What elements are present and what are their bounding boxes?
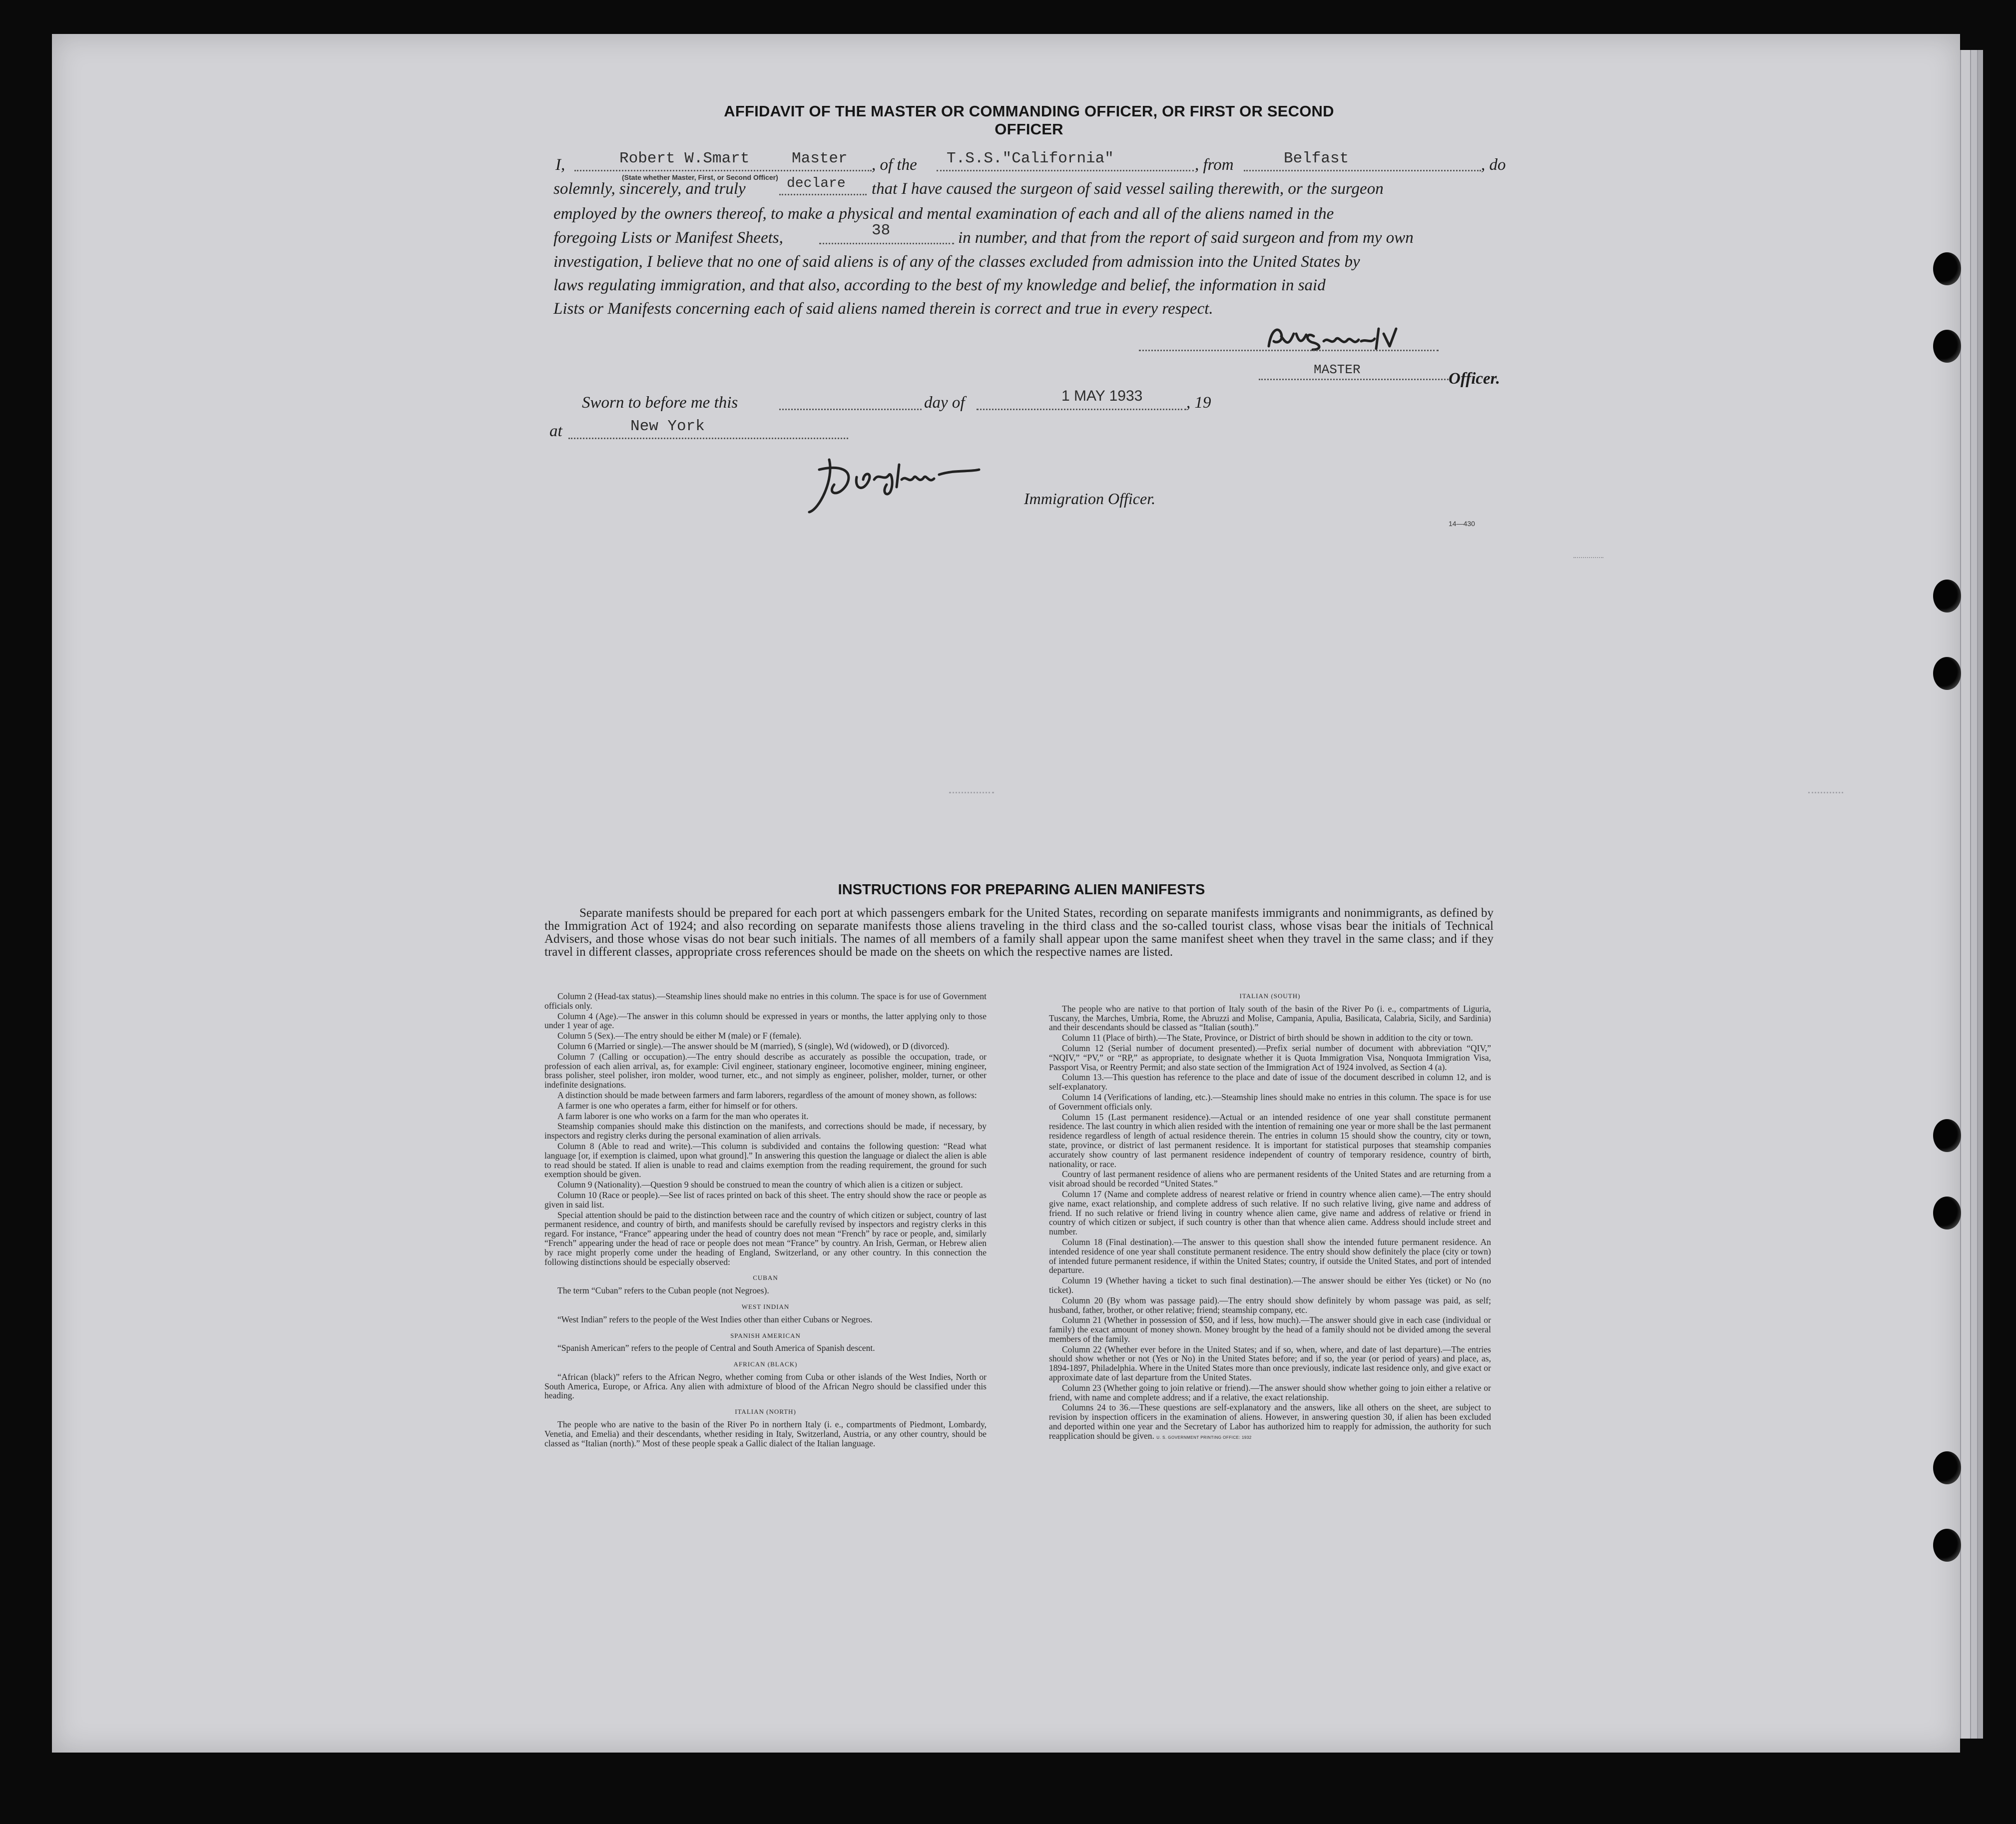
west-indian-text: “West Indian” refers to the people of the West Indies other than either Cubans or Negroes. [557, 1314, 873, 1324]
binder-hole [1933, 580, 1961, 612]
rank-line [1259, 379, 1449, 380]
instructions-intro: Separate manifests should be prepared for each port at which passengers embark for the United States, recording on separate manifests immigrants and nonimmigrants, as defined by the Immigration Act of 1924; and also recording on separate manifests those aliens traveling in the third class and the so-called tourist class, whose visas bear the initials of Technical Advisers, and those whose visas do not bear such initials. The names of all members of a family shall appear upon the same manifest sheet when they travel in the same class; and if they travel in different classes, appropriate cross references should be made on the sheets on which the respective names are listed. [544, 906, 1494, 959]
vessel-name: T.S.S."California" [947, 150, 1114, 167]
at-label: at [549, 422, 562, 440]
column-22-text: Column 22 (Whether ever before in the United States; and if so, when, where, and date of last departure).—The entries should show whether or not (Yes or No) in the United States before; and if so, the year (or period of years) and place, as, 1894-1897, Philadelphia. Where in the United States more than once previously, indicate last residence only, and give exact or approximate date of last departure from the United States. [1049, 1344, 1491, 1383]
column-14-text: Column 14 (Verifications of landing, etc.).—Steamship lines should make no entries in this column. The space is for use of Government officials only. [1049, 1092, 1491, 1112]
heading-italian-south: ITALIAN (SOUTH) [1239, 992, 1301, 1000]
column-7-corrections: Steamship companies should make this distinction on the manifests, and corrections should be made, if necessary, by inspectors and registry clerks during the personal examination of alien arrivals. [544, 1121, 987, 1141]
affidavit-line-4b: in number, and that from the report of said surgeon and from my own [958, 229, 1414, 247]
affidavit-line-6: laws regulating immigration, and that also, according to the best of my knowledge and belief, the information in said [553, 276, 1326, 294]
spanish-american-text: “Spanish American” refers to the people of Central and South America of Spanish descent. [557, 1343, 875, 1353]
column-8-text: Column 8 (Able to read and write).—This column is subdivided and contains the following question: “Read what language [or, if exemption is claimed, upon what ground].” In answering this question the language or dialect the alien is able to read should be stated. If alien is unable to read and claims exemption from the reading requirement, the ground for such exemption should be given. [544, 1141, 987, 1180]
instructions-title: INSTRUCTIONS FOR PREPARING ALIEN MANIFESTS [838, 882, 1205, 898]
page-edge [1977, 50, 1983, 1739]
binder-hole [1933, 1197, 1961, 1229]
binder-hole [1933, 1451, 1961, 1484]
column-9-text: Column 9 (Nationality).—Question 9 should be construed to mean the country of which alien is a citizen or subject. [557, 1180, 963, 1190]
faint-stamp-mark [1573, 557, 1603, 565]
column-11-text: Column 11 (Place of birth).—The State, Province, or District of birth should be shown in addition to the city or town. [1062, 1033, 1473, 1043]
column-15-text: Column 15 (Last permanent residence).—Actual or an intended residence of one year shall constitute permanent residence. The last country in which alien resided with the intention of remaining one year or more shall be the last permanent residence regardless of length of actual residence therein. The entries in column 15 should show the country, city or town, state, province, or district of last permanent residence. It is important for statistical purposes that steamship companies accurately show country of last permanent residence independent of country of temporary residence, country of birth, nationality, or race. [1049, 1112, 1491, 1169]
heading-west-indian: WEST INDIAN [741, 1302, 790, 1310]
binder-hole [1933, 1529, 1961, 1562]
column-7-distinction: A distinction should be made between farmers and farm laborers, regardless of the amount of money shown, as follows: [557, 1090, 977, 1100]
sworn-text: Sworn to before me this [582, 394, 738, 412]
sheets-line [819, 243, 954, 244]
port-name: Belfast [1284, 150, 1349, 167]
binder-hole [1933, 252, 1961, 285]
columns-24-36-body: Columns 24 to 36.—These questions are self-explanatory and the answers, like all others on the sheet, are subject to revision by inspection officers in the examination of aliens. However, in answering question 30, if alien has been excluded and deported within one year and the Secretary of Labor has authorized him to reapply for admission, the authority for such reapplication should be given. [1049, 1402, 1491, 1441]
heading-african: AFRICAN (BLACK) [733, 1360, 798, 1368]
port-line [1244, 170, 1481, 171]
faint-stamp-mark [1808, 792, 1843, 800]
cuban-text: The term “Cuban” refers to the Cuban people (not Negroes). [557, 1285, 769, 1296]
heading-spanish-american: SPANISH AMERICAN [730, 1331, 801, 1339]
affidavit-line-2b: that I have caused the surgeon of said vessel sailing therewith, or the surgeon [872, 180, 1384, 198]
master-signature [1259, 319, 1469, 359]
affidavit-line-2: solemnly, sincerely, and truly [553, 180, 746, 198]
faint-stamp-mark [949, 792, 994, 800]
signature-rank: MASTER [1314, 362, 1361, 377]
columns-24-36-text [1049, 1403, 1491, 1442]
affidavit-from: , from [1195, 156, 1234, 174]
page-edge [1960, 50, 1971, 1739]
printing-office-note: U. S. GOVERNMENT PRINTING OFFICE: 1932 [1156, 1435, 1252, 1440]
place-name: New York [630, 418, 705, 435]
day-of: day of [924, 394, 965, 412]
column-10-text: Column 10 (Race or people).—See list of races printed on back of this sheet. The entry should show the race or people as given in said list. [544, 1190, 987, 1210]
heading-cuban: CUBAN [753, 1274, 778, 1282]
column-13-text: Column 13.—This question has reference to the place and date of issue of the document described in column 12, and is self-explanatory. [1049, 1072, 1491, 1092]
officer-rank: Master [792, 150, 848, 167]
affidavit-line-4a: foregoing Lists or Manifest Sheets, [553, 229, 783, 247]
year-prefix: , 19 [1186, 394, 1211, 412]
column-7-text: Column 7 (Calling or occupation).—The entry should describe as accurately as possible the occupation, trade, or profession of each alien arrival, as, for example: Civil engineer, stationary engineer, locomotive engineer, mining engineer, brass polisher, steel polisher, iron molder, wood turner, etc., and not simply as engineer, polisher, molder, turner, or other indefinite designations. [544, 1051, 987, 1090]
officer-name: Robert W.Smart [619, 150, 750, 167]
declare-word: declare [787, 176, 846, 191]
column-20-text: Column 20 (By whom was passage paid).—The entry should show definitely by whom passage was paid, as self; husband, father, brother, or other relative; friend; steamship company, etc. [1049, 1295, 1491, 1315]
affidavit-title: AFFIDAVIT OF THE MASTER OR COMMANDING OFFICER, OR FIRST OR SECOND OFFICER [724, 102, 1334, 138]
instructions-left-column [544, 992, 987, 1449]
date-line [977, 409, 1186, 410]
column-5-text: Column 5 (Sex).—The entry should be either M (male) or F (female). [557, 1031, 802, 1041]
column-19-text: Column 19 (Whether having a ticket to such final destination).—The answer should be either Yes (ticket) or No (no ticket). [1049, 1275, 1491, 1295]
farmer-definition: A farmer is one who operates a farm, either for himself or for others. [557, 1100, 798, 1111]
binder-hole [1933, 1119, 1961, 1152]
column-23-text: Column 23 (Whether going to join relative or friend).—The answer should show whether going to join either a relative or friend, with name and complete address; and if a relative, the exact relationship. [1049, 1382, 1491, 1402]
form-number: 14—430 [1449, 520, 1475, 528]
day-line [779, 409, 922, 410]
column-6-text: Column 6 (Married or single).—The answer should be M (married), S (single), Wd (widowed), or D (divorced). [557, 1041, 950, 1051]
binder-hole [1933, 330, 1961, 363]
column-2-text: Column 2 (Head-tax status).—Steamship lines should make no entries in this column. The space is for use of Government officials only. [544, 991, 987, 1011]
affidavit-line-3: employed by the owners thereof, to make a physical and mental examination of each and all of the aliens named in the [553, 205, 1334, 223]
date-stamp: 1 MAY 1933 [1061, 388, 1143, 404]
affidavit-of-the: , of the [872, 156, 917, 174]
officer-label: Officer. [1449, 370, 1500, 388]
immigration-officer-label: Immigration Officer. [1024, 490, 1156, 508]
place-line [568, 438, 848, 439]
farm-laborer-definition: A farm laborer is one who works on a farm for the man who operates it. [557, 1111, 809, 1121]
heading-italian-north: ITALIAN (NORTH) [735, 1408, 796, 1416]
african-text: “African (black)” refers to the African Negro, whether coming from Cuba or other islands of the West Indies, North or South America, Europe, or Africa. Any alien with admixture of blood of the African Negro should be classified under this heading. [544, 1371, 987, 1401]
vessel-line [937, 170, 1194, 171]
affidavit-line-5: investigation, I believe that no one of said aliens is of any of the classes excluded from admission into the United States by [553, 253, 1360, 271]
instructions-right-column [1049, 992, 1491, 1444]
column-4-text: Column 4 (Age).—The answer in this column should be expressed in years or months, the latter applying only to those under 1 year of age. [544, 1011, 987, 1031]
name-line [574, 170, 872, 171]
immigration-officer-signature [799, 450, 1109, 520]
state-note: (State whether Master, First, or Second Officer) [622, 173, 778, 181]
column-21-text: Column 21 (Whether in possession of $50, and if less, how much).—The answer should give in each case (individual or family) the exact amount of money shown. Money brought by the head of a family should not be divided among the several members of the family. [1049, 1315, 1491, 1344]
column-15-note: Country of last permanent residence of aliens who are permanent residents of the United States and are returning from a visit abroad should be recorded “United States.” [1049, 1169, 1491, 1189]
column-17-text: Column 17 (Name and complete address of nearest relative or friend in country whence alien came).—The entry should give name, exact relationship, and complete address of such relative. If no such relative living, give name and address of friend. If no such relative or friend living in country whence alien came, give name and address of relative or friend in country of which citizen or subject, if such country is other than that whence alien came. Address should include street and number. [1049, 1189, 1491, 1237]
binder-hole [1933, 657, 1961, 690]
italian-north-text: The people who are native to the basin of the River Po in northern Italy (i. e., compartments of Piedmont, Lombardy, Venetia, and Emelia) and their descendants, whether residing in Italy, Switzerland, Austria, or any other country, should be classed as “Italian (north).” Most of these people speak a Gallic dialect of the Italian language. [544, 1419, 987, 1448]
affidavit-i: I, [555, 156, 565, 174]
declare-line [779, 194, 867, 195]
affidavit-do: , do [1481, 156, 1506, 174]
sheet-count: 38 [872, 222, 891, 239]
signature-line [1139, 350, 1439, 351]
italian-south-text: The people who are native to that portion of Italy south of the basin of the River Po (i. e., compartments of Liguria, Tuscany, the Marches, Umbria, Rome, the Abruzzi and Molise, Campania, Apulia, Basilicata, Calabria, Sicily, and Sardinia) and their descendants should be classed as “Italian (south).” [1049, 1003, 1491, 1033]
column-10-note: Special attention should be paid to the distinction between race and the country of which citizen or subject, country of last permanent residence, and country of birth, and manifests should be carefully revised by inspectors and registry clerks in this regard. For instance, “France” appearing under the head of country does not mean “French” by race or people, and, similarly “French” appearing under the head of race or people does not mean “France” by country. An Irish, German, or Hebrew alien by race might properly come under the heading of England, Switzerland, or any other country. In this connection the following distinctions should be especially observed: [544, 1210, 987, 1267]
affidavit-line-7: Lists or Manifests concerning each of said aliens named therein is correct and true in every respect. [553, 300, 1213, 318]
column-12-text: Column 12 (Serial number of document presented).—Prefix serial number of document with abbreviation “QIV,” “NQIV,” “PV,” or “RP,” as appropriate, to designate whether it is Quota Immigration Visa, Nonquota Immigration Visa, Passport Visa, or Reentry Permit; and also state section of the Immigration Act of 1924 involved, as Section 4 (a). [1049, 1043, 1491, 1072]
column-18-text: Column 18 (Final destination).—The answer to this question shall show the intended future permanent residence. An intended residence of one year shall constitute permanent residence. The entry should show definitely the place (city or town) of intended future permanent residence, if within the United States; country, if outside the United States, and port of intended departure. [1049, 1236, 1491, 1275]
